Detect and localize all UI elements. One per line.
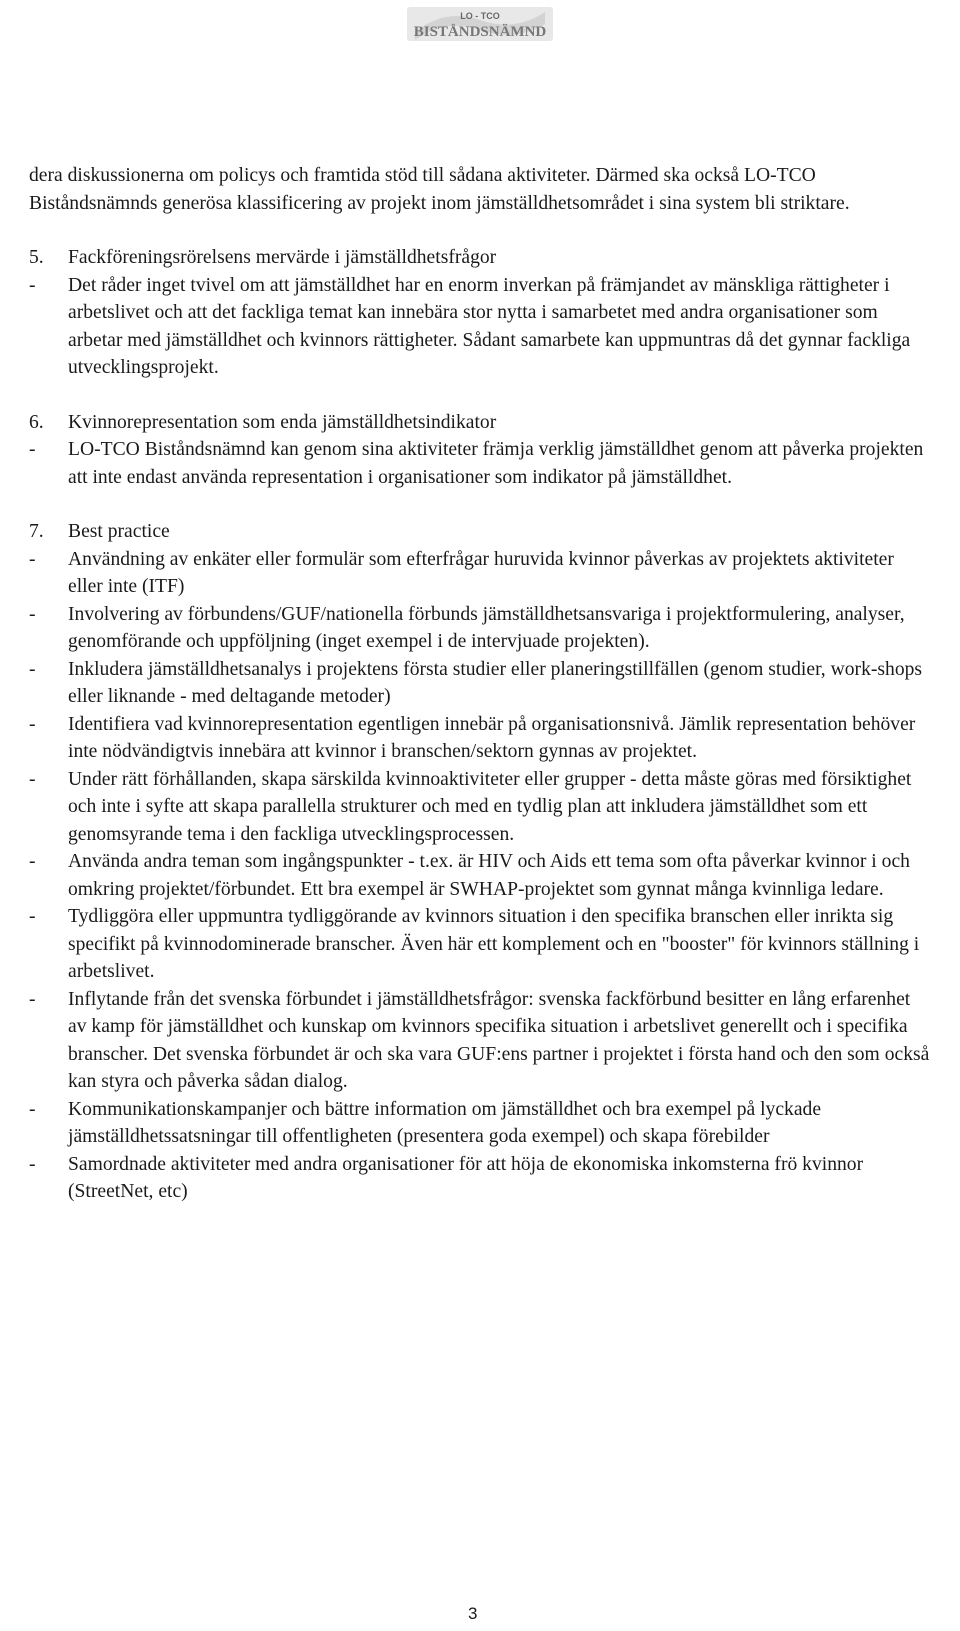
bullet-dash: - <box>29 768 36 790</box>
bullet-dash: - <box>29 1098 36 1120</box>
list-item <box>29 601 931 656</box>
section-title: Kvinnorepresentation som enda jämställdhetsindikator <box>68 411 497 433</box>
bullet-dash: - <box>29 851 36 872</box>
list-item-text: Identifiera vad kvinnorepresentation egentligen innebär på organisationsnivå. Jämlik representation behöver inte nödvändigtvis innebära att kvinnor i branschen/sektorn gynnas av projektet. <box>68 713 916 762</box>
section-title: Best practice <box>68 521 170 542</box>
list-item-text: Tydliggöra eller uppmuntra tydliggörande av kvinnors situation i den specifika branschen eller inrikta sig specifikt på kvinnodominerade branscher. Även här ett komplement och en "booster" för kvinnors ställning i arbetslivet. <box>68 906 920 982</box>
section-number: 5. <box>29 247 44 268</box>
list-item <box>29 986 931 1096</box>
list-item <box>29 436 931 491</box>
bullet-dash: - <box>29 439 36 460</box>
list-item-text: Inflytande från det svenska förbundet i jämställdhetsfrågor: svenska fackförbund besitter en lång erfarenhet av kamp för jämställdhet och kunskap om kvinnors specifika situation i arbetslivet generellt och i specifika branscher. Det svenska förbundet är och ska vara GUF:ens partner i projektet i första hand och den som också kan styra och påverka sådan dialog. <box>68 988 930 1092</box>
bullet-dash: - <box>29 603 36 625</box>
list-item <box>29 766 931 849</box>
list-item-text: Samordnade aktiviteter med andra organisationer för att höja de ekonomiska inkomsterna frö kvinnor (StreetNet, etc) <box>68 1153 864 1202</box>
bullet-dash: - <box>29 988 36 1010</box>
sections <box>29 244 931 1206</box>
logo-line1: LO - TCO <box>460 11 500 21</box>
list-item-text: Använda andra teman som ingångspunkter - t.ex. är HIV och Aids ett tema som ofta påverkar kvinnor i och omkring projektet/förbundet. Ett bra exempel är SWHAP-projektet som gynnat många kvinnliga ledare. <box>68 851 910 900</box>
list-item-text: Det råder inget tvivel om att jämställdhet har en enorm inverkan på främjandet av mänskliga rättigheter i arbetslivet och att det fackliga temat kan innebära stor nytta i samarbetet med andra organisationer som arbetar med jämställdhet och kvinnors rättigheter. Sådant samarbete kan uppmuntras då det gynnar fackliga utvecklingsprojekt. <box>68 274 911 378</box>
bullet-dash: - <box>29 274 36 296</box>
list-item <box>29 848 931 903</box>
section-title: Fackföreningsrörelsens mervärde i jämställdhetsfrågor <box>68 247 497 268</box>
page-number: 3 <box>468 1604 478 1623</box>
logo-graphic <box>405 2 555 44</box>
list-item-text: Inkludera jämställdhetsanalys i projektens första studier eller planeringstillfällen (genom studier, work-shops eller liknande - med deltagande metoder) <box>68 658 923 707</box>
bullet-dash: - <box>29 1153 36 1175</box>
section-number: 7. <box>29 521 44 542</box>
section <box>29 409 931 492</box>
list-item-text: Involvering av förbundens/GUF/nationella förbunds jämställdhetsansvariga i projektformulering, analyser, genomförande och uppföljning (inget exempel i de intervjuade projekten). <box>68 603 905 652</box>
bullet-dash: - <box>29 906 36 927</box>
list-item <box>29 1096 931 1151</box>
section-heading <box>29 409 931 437</box>
list-item <box>29 903 931 986</box>
lo-tco-logo <box>405 2 555 44</box>
bullet-dash: - <box>29 548 36 570</box>
section <box>29 518 931 1206</box>
list-item <box>29 1151 931 1206</box>
list-item-text: LO-TCO Biståndsnämnd kan genom sina aktiviteter främja verklig jämställdhet genom att påverka projekten att inte endast använda representation i organisationer som indikator på jämställdhet. <box>68 439 924 488</box>
bullet-dash: - <box>29 658 36 680</box>
section-heading <box>29 518 931 546</box>
list-item <box>29 656 931 711</box>
section-heading <box>29 244 931 272</box>
list-item-text: Under rätt förhållanden, skapa särskilda kvinnoaktiviteter eller grupper - detta måste göras med försiktighet och inte i syfte att skapa parallella strukturer och med en tydlig plan att inkludera jämställdhet som ett genomsyrande tema i den fackliga utvecklingsprocessen. <box>68 768 912 845</box>
list-item <box>29 272 931 382</box>
intro-paragraph: dera diskussionerna om policys och framtida stöd till sådana aktiviteter. Därmed ska också LO-TCO Biståndsnämnds generösa klassificering av projekt inom jämställdhetsområdet i sina system bli striktare. <box>29 165 850 214</box>
document-body <box>29 162 931 1206</box>
list-item-text: Användning av enkäter eller formulär som efterfrågar huruvida kvinnor påverkas av projektets aktiviteter eller inte (ITF) <box>68 548 894 597</box>
section-number: 6. <box>29 411 44 433</box>
list-item-text: Kommunikationskampanjer och bättre information om jämställdhet och bra exempel på lyckade jämställdhetssatsningar till offentligheten (presentera goda exempel) och skapa förebilder <box>68 1098 822 1147</box>
list-item <box>29 546 931 601</box>
list-item <box>29 711 931 766</box>
logo-line2: BISTÅNDSNÄMND <box>413 24 547 40</box>
section <box>29 244 931 382</box>
bullet-dash: - <box>29 713 36 735</box>
